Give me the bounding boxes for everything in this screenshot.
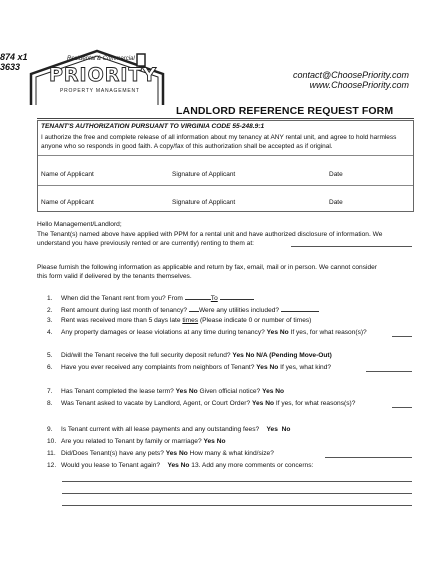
q9-yes-option[interactable]: Yes xyxy=(266,426,278,433)
instructions-line-1: Please furnish the following information as applicable and return by fax, email, mail or in person. We cannot consider xyxy=(37,264,378,271)
q6-no-option[interactable]: No xyxy=(269,364,279,371)
rent-from-field[interactable] xyxy=(185,292,211,300)
q7-no-option[interactable]: No xyxy=(188,388,198,395)
q7-yes-option[interactable]: Yes xyxy=(175,388,187,395)
phone-line-2: 3633 xyxy=(0,62,21,72)
contact-email[interactable]: contact@ChoosePriority.com xyxy=(292,70,409,80)
date-label: Date xyxy=(329,171,343,178)
question-9: 9. Is Tenant current with all lease payments and any outstanding fees? Yes No xyxy=(47,426,291,433)
q9-no-option[interactable]: No xyxy=(281,426,291,433)
logo-name: PRIORITY xyxy=(49,64,158,86)
q8-reason-line[interactable] xyxy=(392,407,412,408)
late-times-field[interactable]: times xyxy=(182,317,199,324)
form-title: LANDLORD REFERENCE REQUEST FORM xyxy=(176,105,394,117)
name-of-applicant-label-2: Name of Applicant xyxy=(41,199,94,206)
instructions-line-2: this form valid if delivered by the tenants themselves. xyxy=(37,273,192,280)
question-4: 4. Any property damages or lease violations at any time during tenancy? Yes No If yes, for what reason(s)? xyxy=(47,329,367,336)
question-12: 12. Would you lease to Tenant again? Yes No 13. Add any more comments or concerns: xyxy=(47,462,314,469)
question-6: 6. Have you ever received any complaints from neighbors of Tenant? Yes No If yes, what kind? xyxy=(47,364,332,371)
question-7: 7. Has Tenant completed the lease term? Yes No Given official notice? Yes No xyxy=(47,388,285,395)
authorization-text: I authorize the free and complete release of all information about my tenancy at ANY rental unit, and agree to hold harmless anyone who so responds in good faith. A copy/fax of this authorization shall be accepted as if original. xyxy=(41,134,397,150)
q12-yes-option[interactable]: Yes xyxy=(167,462,179,469)
rent-to-field[interactable] xyxy=(220,292,254,300)
q6-yes-option[interactable]: Yes xyxy=(256,364,268,371)
question-5: 5. Did/will the Tenant receive the full security deposit refund? Yes No N/A (Pending Move-Out) xyxy=(47,352,332,359)
q11-no-option[interactable]: No xyxy=(178,450,188,457)
rental-address-line[interactable] xyxy=(291,246,412,247)
q4-reason-line[interactable] xyxy=(392,336,412,337)
intro-paragraph-line-1: The Tenant(s) named above have applied with PPM for a rental unit and have authorized disclosure of information. We xyxy=(37,231,383,238)
q10-yes-option[interactable]: Yes xyxy=(203,438,215,445)
authorization-heading: TENANT'S AUTHORIZATION PURSUANT TO VIRGINIA CODE 55-248.9:1 xyxy=(41,123,265,130)
authorization-text-row xyxy=(38,121,413,156)
phone-line-1: 874 x1 xyxy=(0,52,28,62)
q10-no-option[interactable]: No xyxy=(216,438,226,445)
name-of-applicant-label: Name of Applicant xyxy=(41,171,94,178)
contact-website[interactable]: www.ChoosePriority.com xyxy=(309,80,409,90)
q5-options[interactable]: Yes No N/A (Pending Move-Out) xyxy=(232,352,332,359)
q6-kind-line[interactable] xyxy=(366,371,412,372)
question-11: 11. Did/Does Tenant(s) have any pets? Yes No How many & what kind/size? xyxy=(47,450,274,457)
question-2: 2. Rent amount during last month of tenancy? Were any utilities included? xyxy=(47,304,319,315)
question-8: 8. Was Tenant asked to vacate by Landlord, Agent, or Court Order? Yes No If yes, for what reasons(s)? xyxy=(47,400,356,407)
rent-amount-field[interactable] xyxy=(189,304,199,312)
authorization-box xyxy=(37,120,414,212)
title-divider xyxy=(37,118,414,119)
q11-pets-line[interactable] xyxy=(325,457,412,458)
question-3: 3. Rent was received more than 5 days late times (Please indicate 0 or number of times) xyxy=(47,317,312,324)
utilities-field[interactable] xyxy=(281,304,319,312)
date-label-2: Date xyxy=(329,199,343,206)
comments-line-3[interactable] xyxy=(62,505,412,506)
q4-no-option[interactable]: No xyxy=(279,329,289,336)
question-10: 10. Are you related to Tenant by family or marriage? Yes No xyxy=(47,438,226,445)
q11-yes-option[interactable]: Yes xyxy=(165,450,178,457)
q4-yes-option[interactable]: Yes xyxy=(266,329,279,336)
company-logo xyxy=(27,48,167,106)
comments-line-2[interactable] xyxy=(62,493,412,494)
q8-yes-option[interactable]: Yes xyxy=(251,400,264,407)
applicant-row-1[interactable] xyxy=(38,155,413,186)
question-1: 1. When did the Tenant rent from you? From To xyxy=(47,292,254,303)
greeting: Hello Management/Landlord; xyxy=(37,221,122,228)
signature-of-applicant-label-2: Signature of Applicant xyxy=(172,199,236,206)
signature-of-applicant-label: Signature of Applicant xyxy=(172,171,236,178)
q7-notice-yes-option[interactable]: Yes xyxy=(262,388,274,395)
q12-no-option[interactable]: No xyxy=(180,462,190,469)
comments-line-1[interactable] xyxy=(62,481,412,482)
q8-no-option[interactable]: No xyxy=(265,400,274,407)
logo-tagline: PROPERTY MANAGEMENT xyxy=(60,88,140,94)
q7-notice-no-option[interactable]: No xyxy=(275,388,285,395)
contact-block xyxy=(293,70,409,90)
intro-paragraph-line-2: understand you have previously rented or are currently) renting to them at: xyxy=(37,240,254,247)
logo-subtitle: Residental & Commercial xyxy=(67,56,135,62)
